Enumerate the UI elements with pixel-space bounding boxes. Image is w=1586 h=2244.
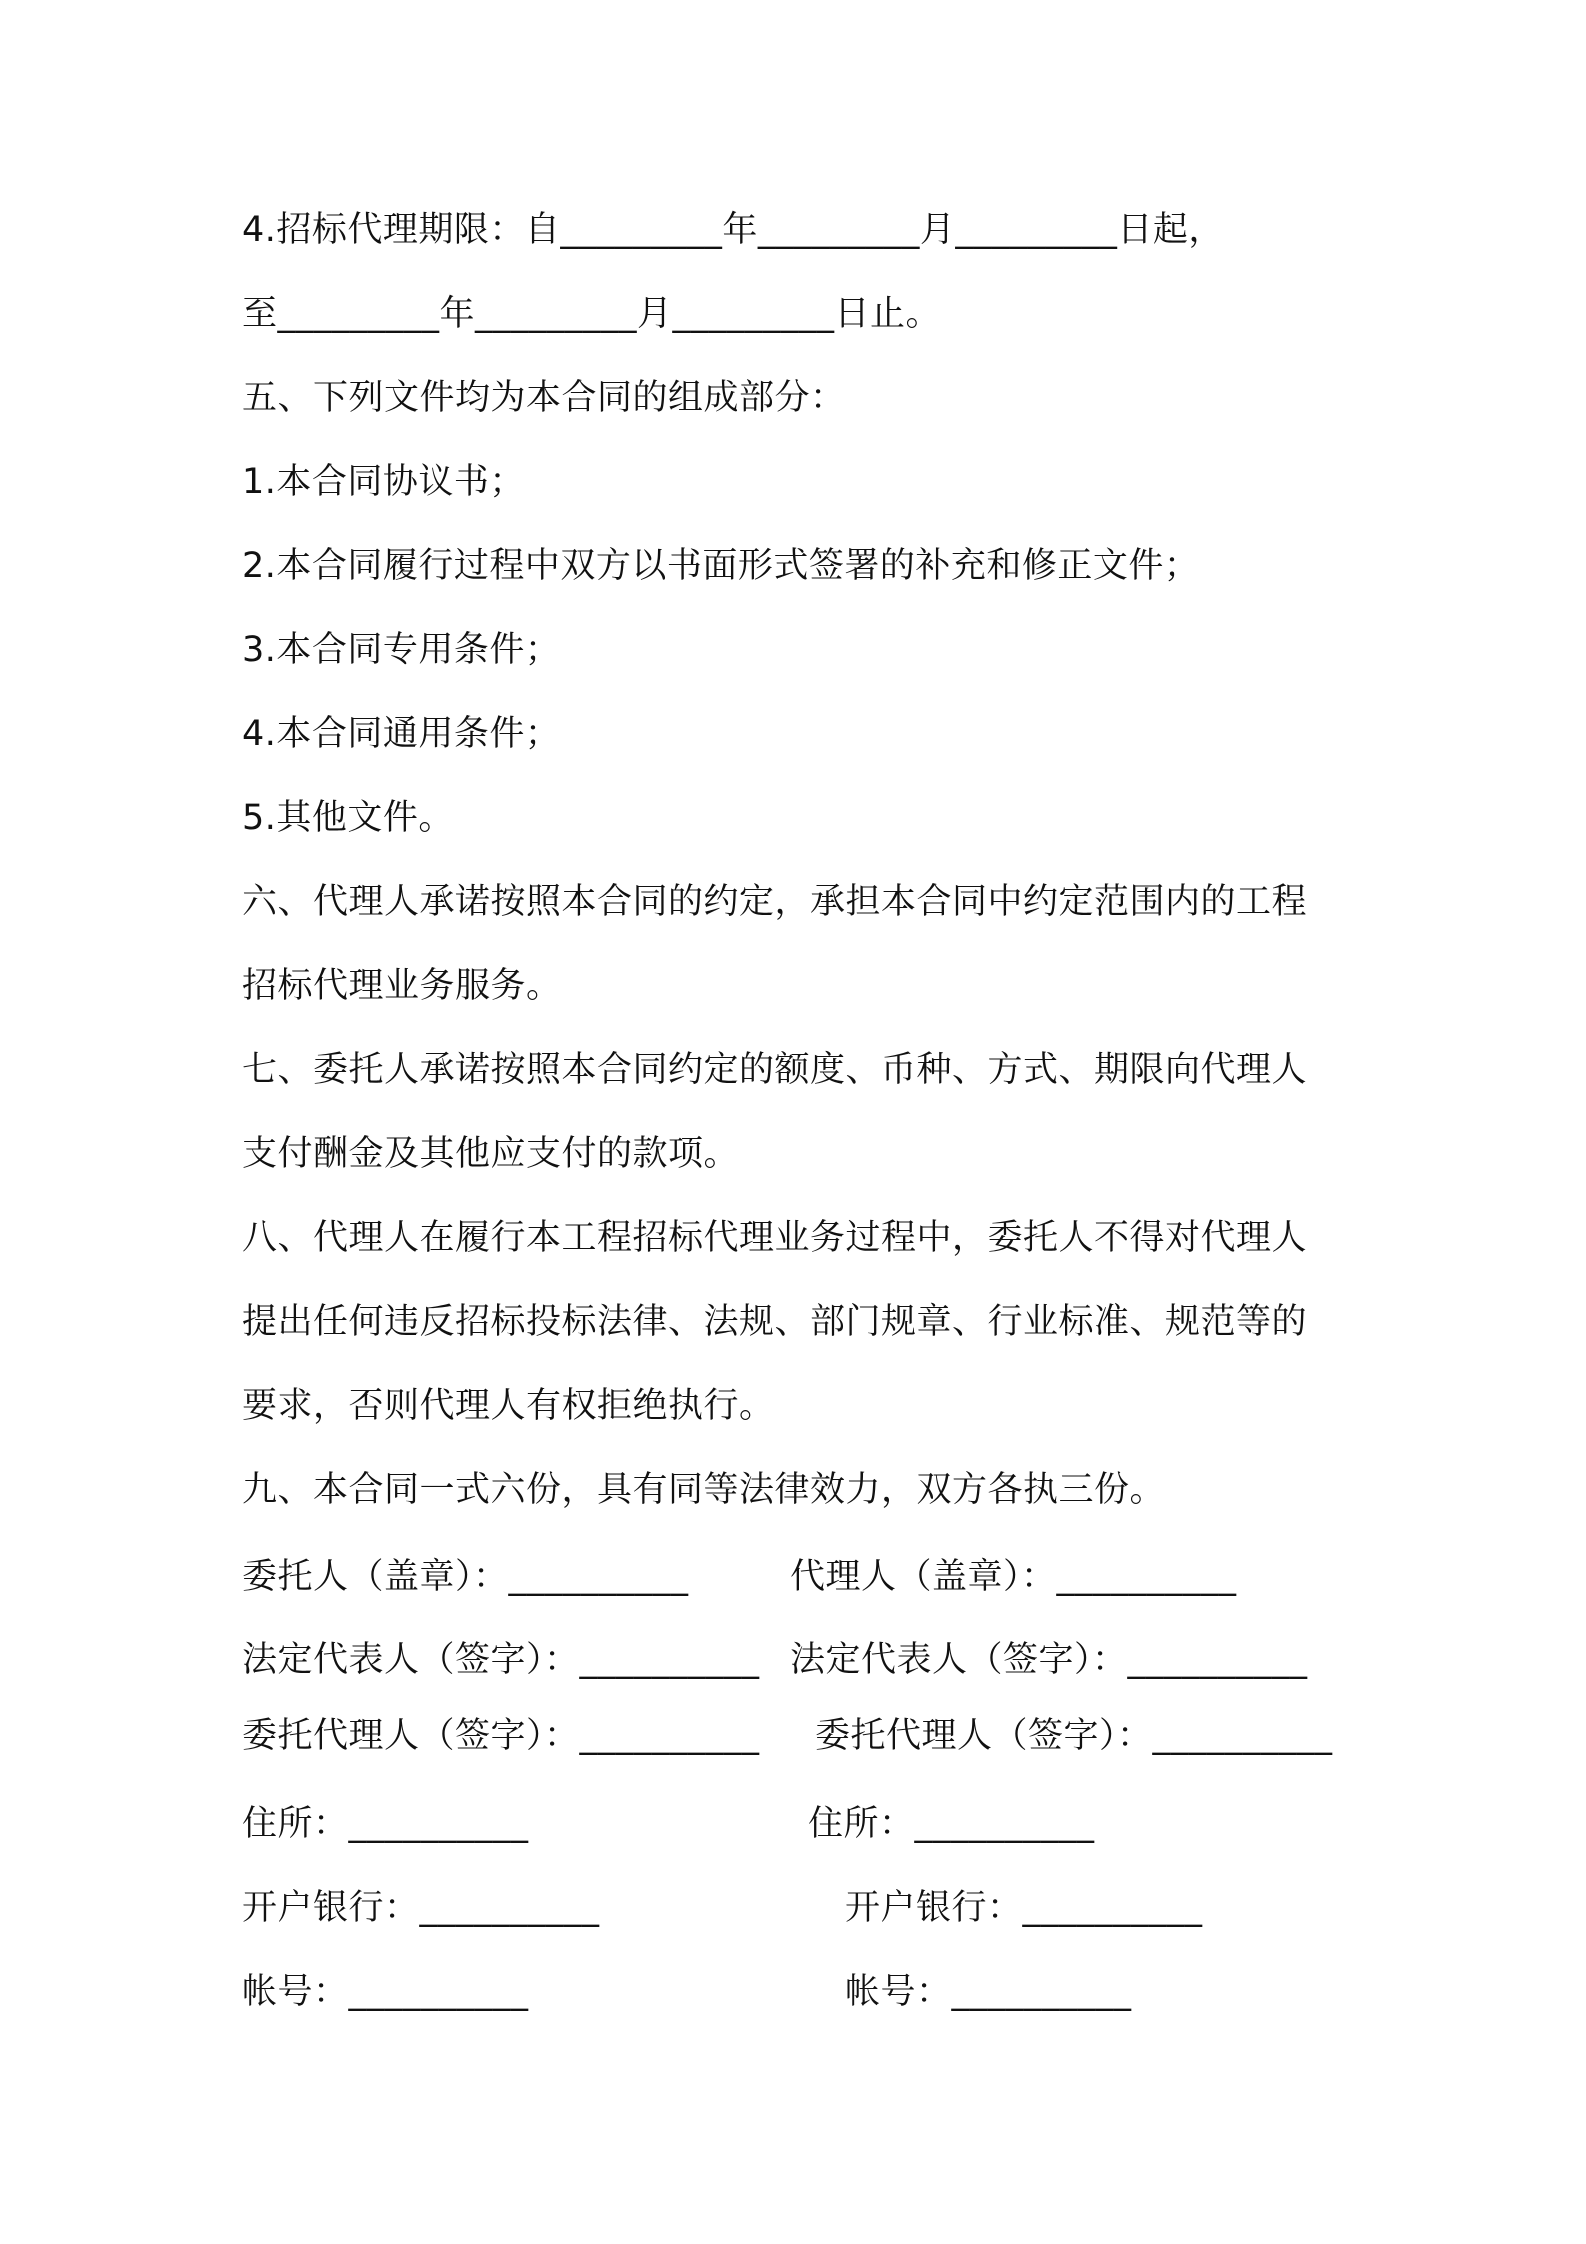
principal-authorized-agent-field: 委托代理人（签字）：__________ bbox=[242, 1716, 760, 1756]
clause-5-item-2: 2.本合同履行过程中双方以书面形式签署的补充和修正文件； bbox=[242, 546, 1200, 586]
agent-address-field: 住所：__________ bbox=[808, 1804, 1095, 1844]
agent-legal-rep-field: 法定代表人（签字）：__________ bbox=[790, 1640, 1308, 1680]
principal-bank-field: 开户银行：__________ bbox=[242, 1888, 600, 1928]
clause-8-line-2: 提出任何违反招标投标法律、法规、部门规章、行业标准、规范等的 bbox=[242, 1302, 1308, 1342]
agent-account-field: 帐号：__________ bbox=[845, 1972, 1132, 2012]
clause-9-line: 九、本合同一式六份，具有同等法律效力，双方各执三份。 bbox=[242, 1470, 1166, 1510]
clause-8-line-1: 八、代理人在履行本工程招标代理业务过程中，委托人不得对代理人 bbox=[242, 1218, 1308, 1258]
clause-5-heading: 五、下列文件均为本合同的组成部分： bbox=[242, 378, 846, 418]
principal-address-field: 住所：__________ bbox=[242, 1804, 529, 1844]
clause-5-item-3: 3.本合同专用条件； bbox=[242, 630, 561, 670]
clause-5-item-5: 5.其他文件。 bbox=[242, 798, 454, 838]
clause-5-item-4: 4.本合同通用条件； bbox=[242, 714, 561, 754]
principal-account-field: 帐号：__________ bbox=[242, 1972, 529, 2012]
clause-6-line-1: 六、代理人承诺按照本合同的约定，承担本合同中约定范围内的工程 bbox=[242, 882, 1308, 922]
clause-5-item-1: 1.本合同协议书； bbox=[242, 462, 525, 502]
clause-6-line-2: 招标代理业务服务。 bbox=[242, 966, 562, 1006]
agent-bank-field: 开户银行：__________ bbox=[845, 1888, 1203, 1928]
clause-7-line-2: 支付酬金及其他应支付的款项。 bbox=[242, 1134, 740, 1174]
clause-8-line-3: 要求，否则代理人有权拒绝执行。 bbox=[242, 1386, 775, 1426]
principal-legal-rep-field: 法定代表人（签字）：__________ bbox=[242, 1640, 760, 1680]
clause-4-term-line-2: 至_________年_________月_________日止。 bbox=[242, 294, 942, 334]
clause-4-term-line-1: 4.招标代理期限：自_________年_________月_________日起， bbox=[242, 210, 1224, 250]
agent-authorized-agent-field: 委托代理人（签字）：__________ bbox=[815, 1716, 1333, 1756]
agent-seal-field: 代理人（盖章）：__________ bbox=[790, 1557, 1237, 1597]
principal-seal-field: 委托人（盖章）：__________ bbox=[242, 1557, 689, 1597]
clause-7-line-1: 七、委托人承诺按照本合同约定的额度、币种、方式、期限向代理人 bbox=[242, 1050, 1308, 1090]
